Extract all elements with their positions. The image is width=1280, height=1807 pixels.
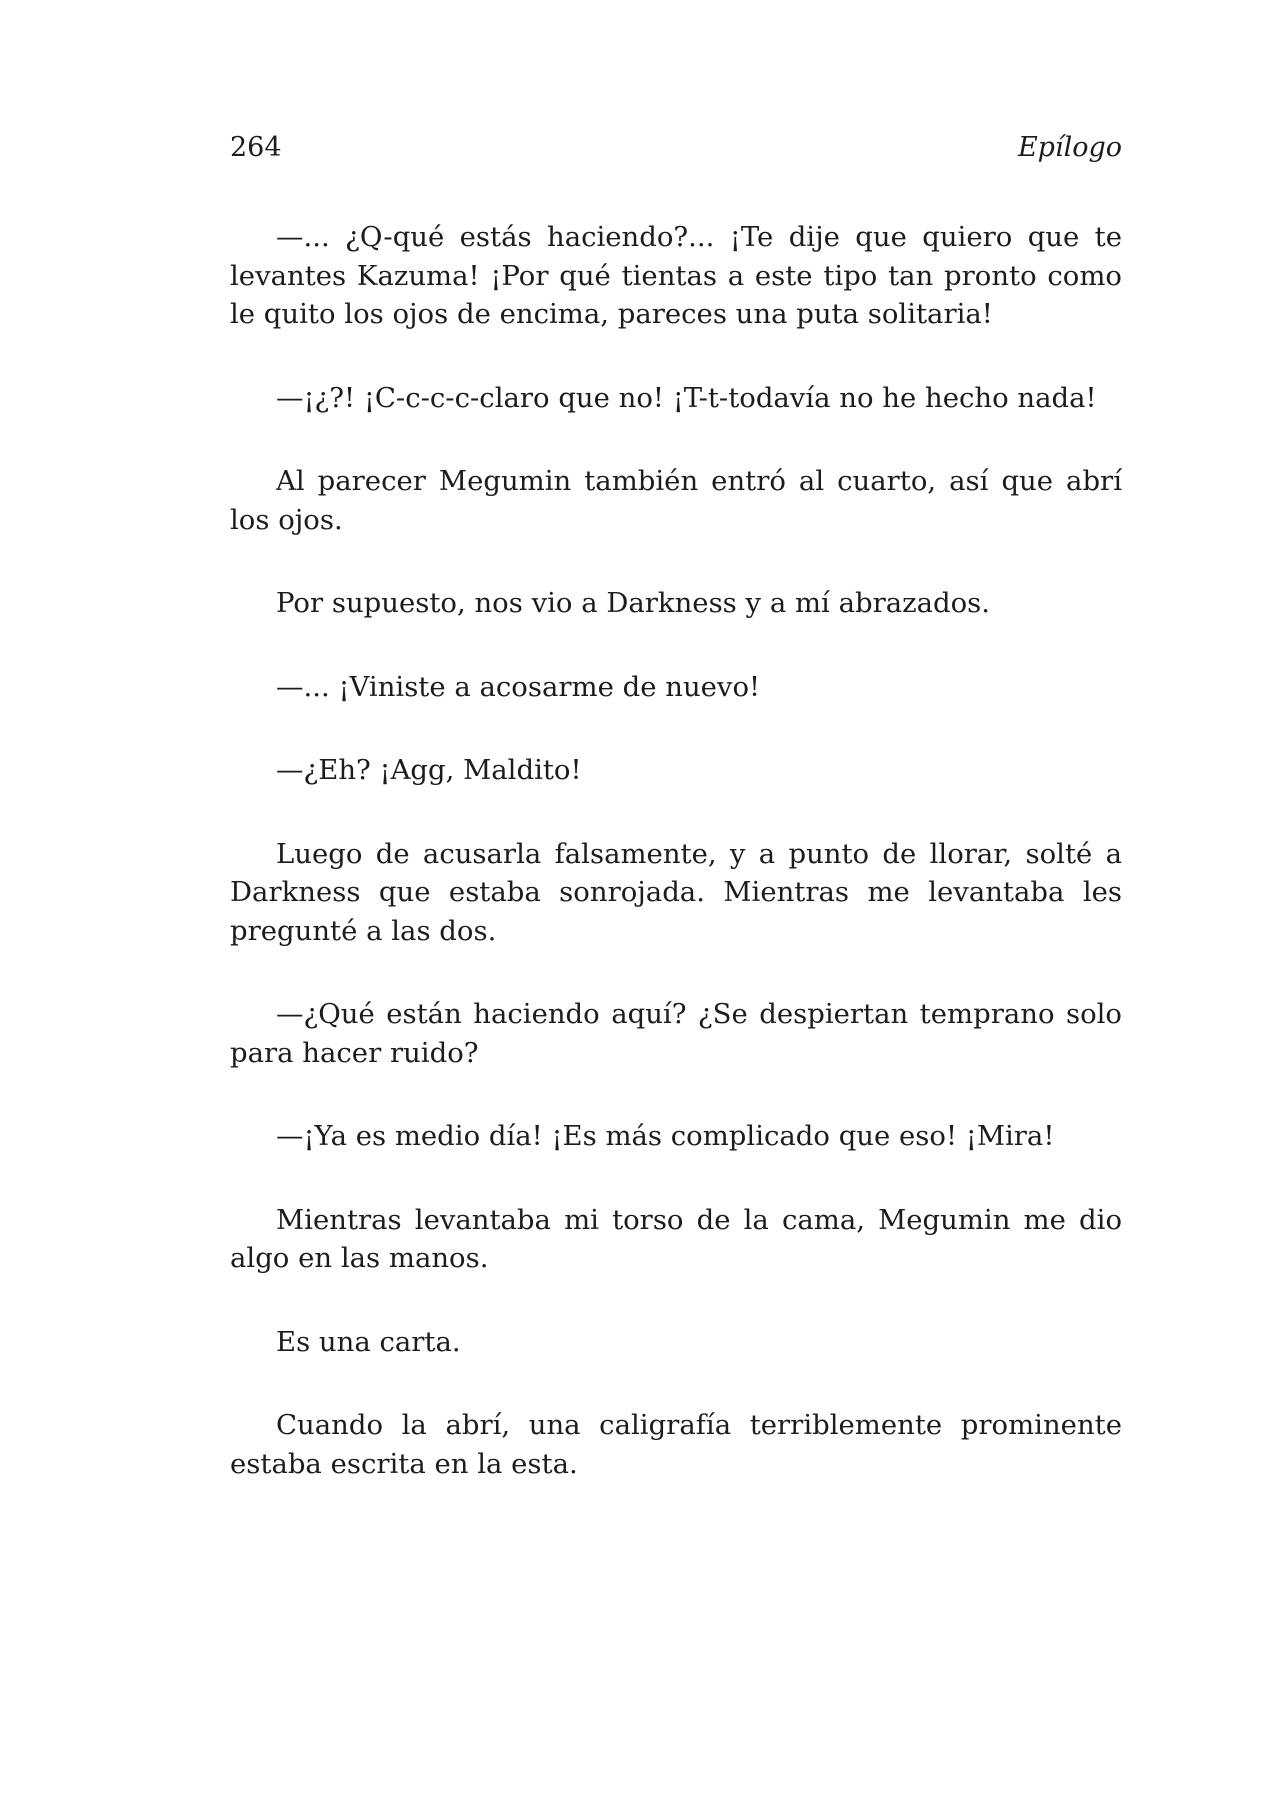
paragraph-12: Cuando la abrí, una caligrafía terriblemente prominente estaba escrita en la esta. [230,1409,1122,1480]
paragraph-7: Luego de acusarla falsamente, y a punto de llorar, solté a Darkness que estaba sonrojada. Mientras me levantaba les pregunté a las dos. [230,837,1122,947]
paragraph-8: —¿Qué están haciendo aquí? ¿Se despiertan temprano solo para hacer ruido? [230,998,1122,1069]
paragraph-1: —... ¿Q-qué estás haciendo?... ¡Te dije que quiero que te levantes Kazuma! ¡Por qué tientas a este tipo tan pronto como le quito los ojos de encima, pareces una puta solitaria! [230,221,1122,330]
paragraph-5: —... ¡Viniste a acosarme de nuevo! [276,670,761,703]
page-number: 264 [230,132,282,163]
paragraph-11: Es una carta. [276,1325,461,1358]
paragraph-6: —¿Eh? ¡Agg, Maldito! [276,754,582,786]
paragraph-3: Al parecer Megumin también entró al cuarto, así que abrí los ojos. [230,465,1122,536]
paragraph-4: Por supuesto, nos vio a Darkness y a mí abrazados. [276,587,991,619]
paragraph-2: —¡¿?! ¡C-c-c-c-claro que no! ¡T-t-todavía no he hecho nada! [276,381,1097,414]
paragraph-9: —¡Ya es medio día! ¡Es más complicado que eso! ¡Mira! [276,1120,1055,1152]
paragraph-10: Mientras levantaba mi torso de la cama, Megumin me dio algo en las manos. [230,1203,1122,1274]
running-head [230,128,1122,168]
body-text [230,218,1122,1483]
chapter-title: Epílogo [1017,132,1122,163]
